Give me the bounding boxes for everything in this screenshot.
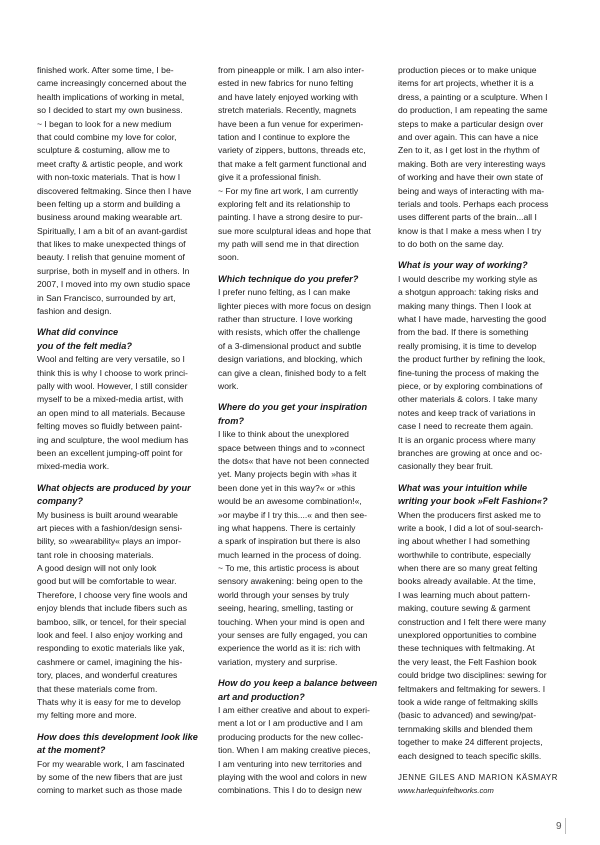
text-line: Thats why it is easy for me to develop <box>37 696 181 707</box>
text-line: and over again. This can have a nice <box>398 131 539 142</box>
text-line: Therefore, I choose very fine wools and <box>37 589 188 600</box>
text-line: I would describe my working style as <box>398 273 538 284</box>
text-line: Wool and felting are very versatile, so I <box>37 354 185 365</box>
question-line: writing your book »Felt Fashion«? <box>398 496 548 507</box>
text-line: combinations. This I do to design new <box>218 785 362 796</box>
text-line: I am either creative and about to experi- <box>218 704 370 715</box>
text-line: your senses are fully engaged, you can <box>218 630 368 641</box>
text-line: I am venturing into new territories and <box>218 758 362 769</box>
text-line: give it a professional finish. <box>218 172 322 183</box>
text-line: feltmakers and feltmaking for sewers. I <box>398 683 546 694</box>
text-line: unexplored opportunities to combine <box>398 630 537 641</box>
text-line: fashion and design. <box>37 306 112 317</box>
text-line: ing what happens. There is certainly <box>218 522 356 533</box>
article-column-3-content <box>398 64 564 763</box>
text-line: other materials & colors. I take many <box>398 394 538 405</box>
text-line: from the bad. If there is something <box>398 327 529 338</box>
author-credits: JENNE GILES AND MARION KÄSMAYR <box>398 772 558 782</box>
text-line: sensory awakening: being open to the <box>218 576 363 587</box>
text-line: and have lately enjoyed working with <box>218 91 358 102</box>
text-line: making, couture sewing & garment <box>398 603 531 614</box>
question-heading <box>218 401 384 428</box>
section-spacer <box>37 474 203 482</box>
question-line: What is your way of working? <box>398 260 528 271</box>
text-line: health implications of working in metal, <box>37 91 185 102</box>
text-line: write a book, I did a lot of soul-search- <box>398 522 544 533</box>
text-line: myself to be a mixed-media artist, with <box>37 394 184 405</box>
text-line: really promising, it is time to develop <box>398 340 537 351</box>
question-line: at the moment? <box>37 745 106 756</box>
text-line: construction and I felt there were many <box>398 616 547 627</box>
text-line: producing products for the new collec- <box>218 731 364 742</box>
section-spacer <box>398 251 564 259</box>
question-heading <box>37 731 203 758</box>
question-line: art and production? <box>218 691 305 702</box>
text-line: would be an awesome combination!«, <box>218 496 362 507</box>
text-line: »or maybe if I try this....« and then see- <box>218 509 368 520</box>
text-line: from pineapple or milk. I am also inter- <box>218 65 365 75</box>
text-line: ing and sculpture, the wool medium has <box>37 434 189 445</box>
question-heading <box>398 482 564 509</box>
text-line: I was learning much about pattern- <box>398 589 531 600</box>
text-line: came increasingly concerned about the <box>37 78 187 89</box>
text-line: When the producers first asked me to <box>398 509 541 520</box>
text-line: cashmere or camel, imagining the his- <box>37 656 183 667</box>
text-line: ested in new fabrics for nuno felting <box>218 78 354 89</box>
text-line: that likes to make unexpected things of <box>37 239 186 250</box>
text-line: could bridge two disciplines: sewing for <box>398 670 547 681</box>
text-line: been an excellent jumping-off point for <box>37 447 183 458</box>
text-line: to do both on the same day. <box>398 239 504 250</box>
text-line: ternmaking skills and blended them <box>398 723 533 734</box>
text-line: of a 3-dimensional product and subtle <box>218 340 362 351</box>
text-line: I like to think about the unexplored <box>218 429 349 440</box>
article-column-3 <box>398 64 564 796</box>
text-line: exploring felt and its relationship to <box>218 198 351 209</box>
text-line: experience the world as it is: rich with <box>218 643 361 654</box>
body-paragraph <box>218 704 384 798</box>
text-line: sue more sculptural ideas and hope that <box>218 225 371 236</box>
text-line: casionally they bear fruit. <box>398 461 494 472</box>
text-line: by some of the new fibers that are just <box>37 771 183 782</box>
question-line: What objects are produced by your <box>37 482 191 493</box>
text-line: painting. I have a strong desire to pur- <box>218 212 363 223</box>
text-line: responding to exotic materials like yak, <box>37 643 185 654</box>
text-line: in San Francisco, surrounded by art, <box>37 292 176 303</box>
text-line: ~ For my fine art work, I am currently <box>218 185 359 196</box>
text-line: that these materials come from. <box>37 683 158 694</box>
text-line: uses different parts of the brain...all I <box>398 212 537 223</box>
text-line: piece, or by exploring combinations of <box>398 380 543 391</box>
section-spacer <box>218 393 384 401</box>
text-line: My business is built around wearable <box>37 509 178 520</box>
text-line: my felting more and more. <box>37 710 137 721</box>
text-line: steps to make a particular design over <box>398 118 544 129</box>
question-heading <box>37 326 203 353</box>
text-line: beauty. I relish that genuine moment of <box>37 252 185 263</box>
page-number: 9 <box>556 821 562 832</box>
body-paragraph <box>37 758 203 798</box>
text-line: the product further by refining the look, <box>398 354 546 365</box>
body-paragraph <box>398 273 564 474</box>
question-line: company? <box>37 496 83 507</box>
question-heading <box>218 677 384 704</box>
text-line: took a wide range of feltmaking skills <box>398 696 538 707</box>
question-heading <box>218 273 384 286</box>
text-line: books already available. At the time, <box>398 576 536 587</box>
text-line: meet crafty & artistic people, and work <box>37 158 183 169</box>
text-line: work. <box>218 380 239 391</box>
question-line: you of the felt media? <box>37 340 132 351</box>
body-paragraph <box>398 509 564 763</box>
text-line: seeing, hearing, smelling, tasting or <box>218 603 354 614</box>
page-number-rule <box>565 818 566 834</box>
text-line: enjoy blends that include fibers such as <box>37 603 188 614</box>
text-line: of working and have their own state of <box>398 172 543 183</box>
text-line: fine-tuning the process of making the <box>398 367 539 378</box>
text-line: with resists, which offer the challenge <box>218 327 361 338</box>
text-line: dress, a painting or a sculpture. When I <box>398 91 548 102</box>
text-line: good but will be comfortable to wear. <box>37 576 177 587</box>
text-line: mixed-media work. <box>37 461 110 472</box>
text-line: an open mind to all materials. Because <box>37 407 186 418</box>
text-line: think this is why I choose to work princi- <box>37 367 188 378</box>
section-spacer <box>218 669 384 677</box>
body-paragraph <box>398 64 564 251</box>
text-line: a spark of inspiration but there is also <box>218 536 361 547</box>
text-line: being and ways of interacting with ma- <box>398 185 545 196</box>
text-line: terials and tools. Perhaps each process <box>398 198 549 209</box>
text-line: yet. Many projects begin with »has it <box>218 469 357 480</box>
text-line: that could combine my love for color, <box>37 131 177 142</box>
text-line: variety of zippers, buttons, threads etc, <box>218 145 366 156</box>
text-line: I prefer nuno felting, as I can make <box>218 287 351 298</box>
text-line: bamboo, silk, or tencel, for their special <box>37 616 187 627</box>
body-paragraph <box>218 428 384 669</box>
text-line: sculpture & costuming, allow me to <box>37 145 170 156</box>
text-line: making. Both are very interesting ways <box>398 158 546 169</box>
text-line: worthwhile to contribute, especially <box>398 549 531 560</box>
text-line: art pieces with a fashion/design sensi- <box>37 522 183 533</box>
text-line: space between things and to »connect <box>218 442 365 453</box>
section-spacer <box>218 265 384 273</box>
text-line: world through your senses by truly <box>218 589 349 600</box>
text-line: lighter pieces with more focus on design <box>218 300 371 311</box>
question-line: What was your intuition while <box>398 482 528 493</box>
section-spacer <box>37 723 203 731</box>
text-line: been felting up a storm and building a <box>37 198 181 209</box>
question-line: from? <box>218 415 245 426</box>
text-line: Spiritually, I am a bit of an avant-gardist <box>37 225 188 236</box>
text-line: production pieces or to make unique <box>398 65 537 75</box>
text-line: touching. When your mind is open and <box>218 616 365 627</box>
text-line: variation, mystery and surprise. <box>218 656 338 667</box>
text-line: can give a clean, finished body to a felt <box>218 367 367 378</box>
question-line: What did convince <box>37 327 119 338</box>
text-line: design variations, and blocking, which <box>218 354 363 365</box>
text-line: ing about whether I had something <box>398 536 530 547</box>
text-line: bility, so »wearability« plays an impor- <box>37 536 182 547</box>
text-line: discovered feltmaking. Since then I have <box>37 185 192 196</box>
text-line: branches are growing at once and oc- <box>398 447 543 458</box>
text-line: items for art projects, whether it is a <box>398 78 534 89</box>
text-line: these techniques with feltmaking. At <box>398 643 535 654</box>
text-line: A good design will not only look <box>37 563 157 574</box>
text-line: when there are so many great felting <box>398 563 538 574</box>
text-line: playing with the wool and colors in new <box>218 771 367 782</box>
text-line: that make a felt garment functional and <box>218 158 367 169</box>
question-heading <box>398 259 564 272</box>
text-line: a shotgun approach: taking risks and <box>398 287 539 298</box>
text-line: finished work. After some time, I be- <box>37 65 174 75</box>
text-line: tant role in choosing materials. <box>37 549 154 560</box>
body-paragraph <box>37 64 203 318</box>
text-line: tory, places, and wonderful creatures <box>37 670 178 681</box>
section-spacer <box>398 474 564 482</box>
article-column-2 <box>218 64 384 798</box>
body-paragraph <box>218 286 384 393</box>
section-spacer <box>37 318 203 326</box>
text-line: notes and keep track of variations in <box>398 407 536 418</box>
text-line: Zen to it, as I get lost in the rhythm of <box>398 145 540 156</box>
text-line: ~ To me, this artistic process is about <box>218 563 359 574</box>
question-line: Where do you get your inspiration <box>218 402 368 413</box>
text-line: look and feel. I also enjoy working and <box>37 630 183 641</box>
text-line: For my wearable work, I am fascinated <box>37 758 185 769</box>
text-line: the very least, the Felt Fashion book <box>398 656 537 667</box>
text-line: each designed to teach specific skills. <box>398 750 542 761</box>
text-line: rather than structure. I love working <box>218 314 353 325</box>
text-line: It is an organic process where many <box>398 434 536 445</box>
text-line: ~ I began to look for a new medium <box>37 118 172 129</box>
text-line: been done yet in this way?« or »this <box>218 482 356 493</box>
website-url: www.harlequinfeltworks.com <box>398 785 494 795</box>
text-line: stretch materials. Recently, magnets <box>218 105 357 116</box>
text-line: tation and I continue to explore the <box>218 131 350 142</box>
body-paragraph <box>37 509 203 723</box>
text-line: know is that I make a mess when I try <box>398 225 542 236</box>
text-line: pally with wool. However, I still consider <box>37 380 188 391</box>
text-line: ment a lot or I am productive and I am <box>218 718 363 729</box>
text-line: (basic to advanced) and sewing/pat- <box>398 710 537 721</box>
text-line: 2007, I moved into my own studio space <box>37 279 191 290</box>
text-line: do production, I am repeating the same <box>398 105 548 116</box>
body-paragraph <box>37 353 203 474</box>
text-line: with non-toxic materials. That is how I <box>37 172 181 183</box>
text-line: case I need to recreate them again. <box>398 421 534 432</box>
text-line: felting moves so fluidly between paint- <box>37 421 183 432</box>
text-line: making many things. Then I look at <box>398 300 532 311</box>
question-heading <box>37 482 203 509</box>
text-line: much learned in the process of doing. <box>218 549 362 560</box>
text-line: business around making wearable art. <box>37 212 183 223</box>
article-column-1 <box>37 64 203 798</box>
text-line: surprise, both in myself and in others. In <box>37 265 190 276</box>
text-line: together to make 24 different projects, <box>398 737 543 748</box>
text-line: the dots« that have not been connected <box>218 455 369 466</box>
text-line: my path will send me in that direction <box>218 239 359 250</box>
text-line: soon. <box>218 252 240 263</box>
text-line: what I have made, harvesting the good <box>398 314 547 325</box>
text-line: coming to market such as those made <box>37 785 183 796</box>
text-line: so I decided to start my own business. <box>37 105 183 116</box>
text-line: tion. When I am making creative pieces, <box>218 745 371 756</box>
body-paragraph <box>218 64 384 265</box>
question-line: How does this development look like <box>37 731 198 742</box>
question-line: Which technique do you prefer? <box>218 273 359 284</box>
question-line: How do you keep a balance between <box>218 678 378 689</box>
text-line: have been a fun venue for experimen- <box>218 118 364 129</box>
